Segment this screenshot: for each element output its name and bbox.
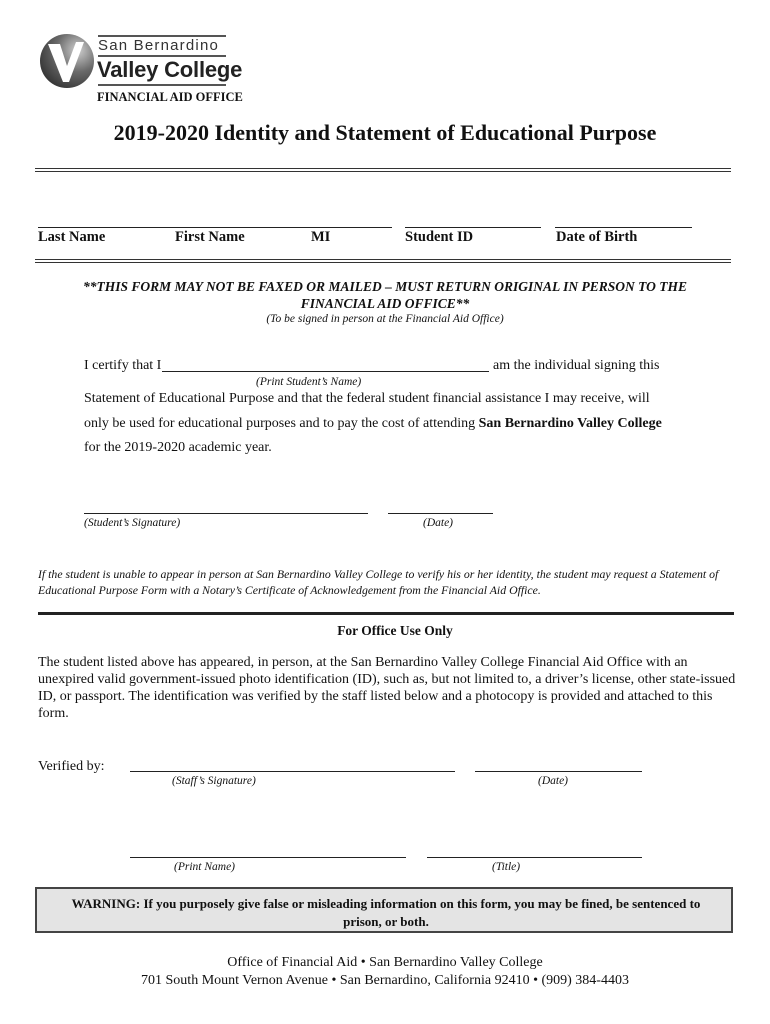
last-name-label: Last Name [38,229,106,245]
student-signature-line[interactable] [84,513,368,514]
office-use-heading: For Office Use Only [337,623,453,638]
dob-input-line[interactable] [555,227,692,228]
fields-divider [35,259,731,263]
logo-line1: San Bernardino [98,37,220,54]
warning-line1: WARNING: If you purposely give false or misleading information on this form, you may be fined, be sentenced to [71,896,701,911]
student-id-label: Student ID [405,229,474,245]
section-divider [38,612,734,615]
staff-signature-line[interactable] [130,771,455,772]
staff-date-caption: (Date) [538,775,569,787]
first-name-label: First Name [175,229,245,245]
warning-line2: prison, or both. [343,914,429,929]
student-signature-caption: (Student’s Signature) [84,517,181,529]
in-person-notice [60,278,710,312]
college-name: San Bernardino Valley College [478,416,662,431]
mi-label: MI [311,229,331,245]
student-id-input-line[interactable] [405,227,541,228]
staff-date-line[interactable] [475,771,642,772]
student-name-input-line[interactable] [162,371,489,372]
footer-line1: Office of Financial Aid • San Bernardino Valley College [227,955,543,970]
logo-rule-bottom [98,84,226,86]
certify-line2: Statement of Educational Purpose and that the federal student financial assistance I may receive, will [84,391,650,406]
footer-line2: 701 South Mount Vernon Avenue • San Bernardino, California 92410 • (909) 384-4403 [141,973,629,988]
certify-line3-prefix: only be used for educational purposes and to pay the cost of attending [84,416,476,431]
warning-box [35,887,733,933]
office-use-paragraph: The student listed above has appeared, in person, at the San Bernardino Valley College Financial Aid Office with an unexpired valid government-issued photo identification (ID), such as, but not limited to, a driver’s license, other state-issued ID, or passport. The identification was verified by the staff listed below and a photocopy is provided and attached to this form. [38,655,736,721]
print-student-name-caption: (Print Student’s Name) [256,376,362,388]
dob-label: Date of Birth [556,229,638,245]
title-divider [35,168,731,172]
staff-print-name-line[interactable] [130,857,406,858]
notice-sub: (To be signed in person at the Financial Aid Office) [266,313,504,325]
staff-title-line[interactable] [427,857,642,858]
certify-line4: for the 2019-2020 academic year. [84,440,272,455]
title-caption: (Title) [492,861,521,873]
page-title: 2019-2020 Identity and Statement of Educational Purpose [113,120,657,145]
verified-by-label: Verified by: [38,759,105,774]
student-date-caption: (Date) [423,517,454,529]
certify-prefix: I certify that I [84,358,162,373]
logo-line2: Valley College [97,57,243,82]
name-input-line[interactable] [38,227,392,228]
college-logo-icon [38,32,96,90]
staff-signature-caption: (Staff’s Signature) [172,775,256,787]
certify-suffix: am the individual signing this [493,358,660,373]
student-date-line[interactable] [388,513,493,514]
notary-note: If the student is unable to appear in person at San Bernardino Valley College to verify his or her identity, the student may request a Statement of Educational Purpose Form with a Notary’s Certificate of Acknowledgement from the Financial Aid Office. [38,567,719,597]
office-label: FINANCIAL AID OFFICE [97,90,243,104]
notice-line2: FINANCIAL AID OFFICE** [300,296,470,311]
print-name-caption: (Print Name) [174,861,236,873]
warning-text [37,895,735,931]
certify-line3 [84,416,662,432]
notice-line1: **THIS FORM MAY NOT BE FAXED OR MAILED – MUST RETURN ORIGINAL IN PERSON TO THE [83,279,687,294]
